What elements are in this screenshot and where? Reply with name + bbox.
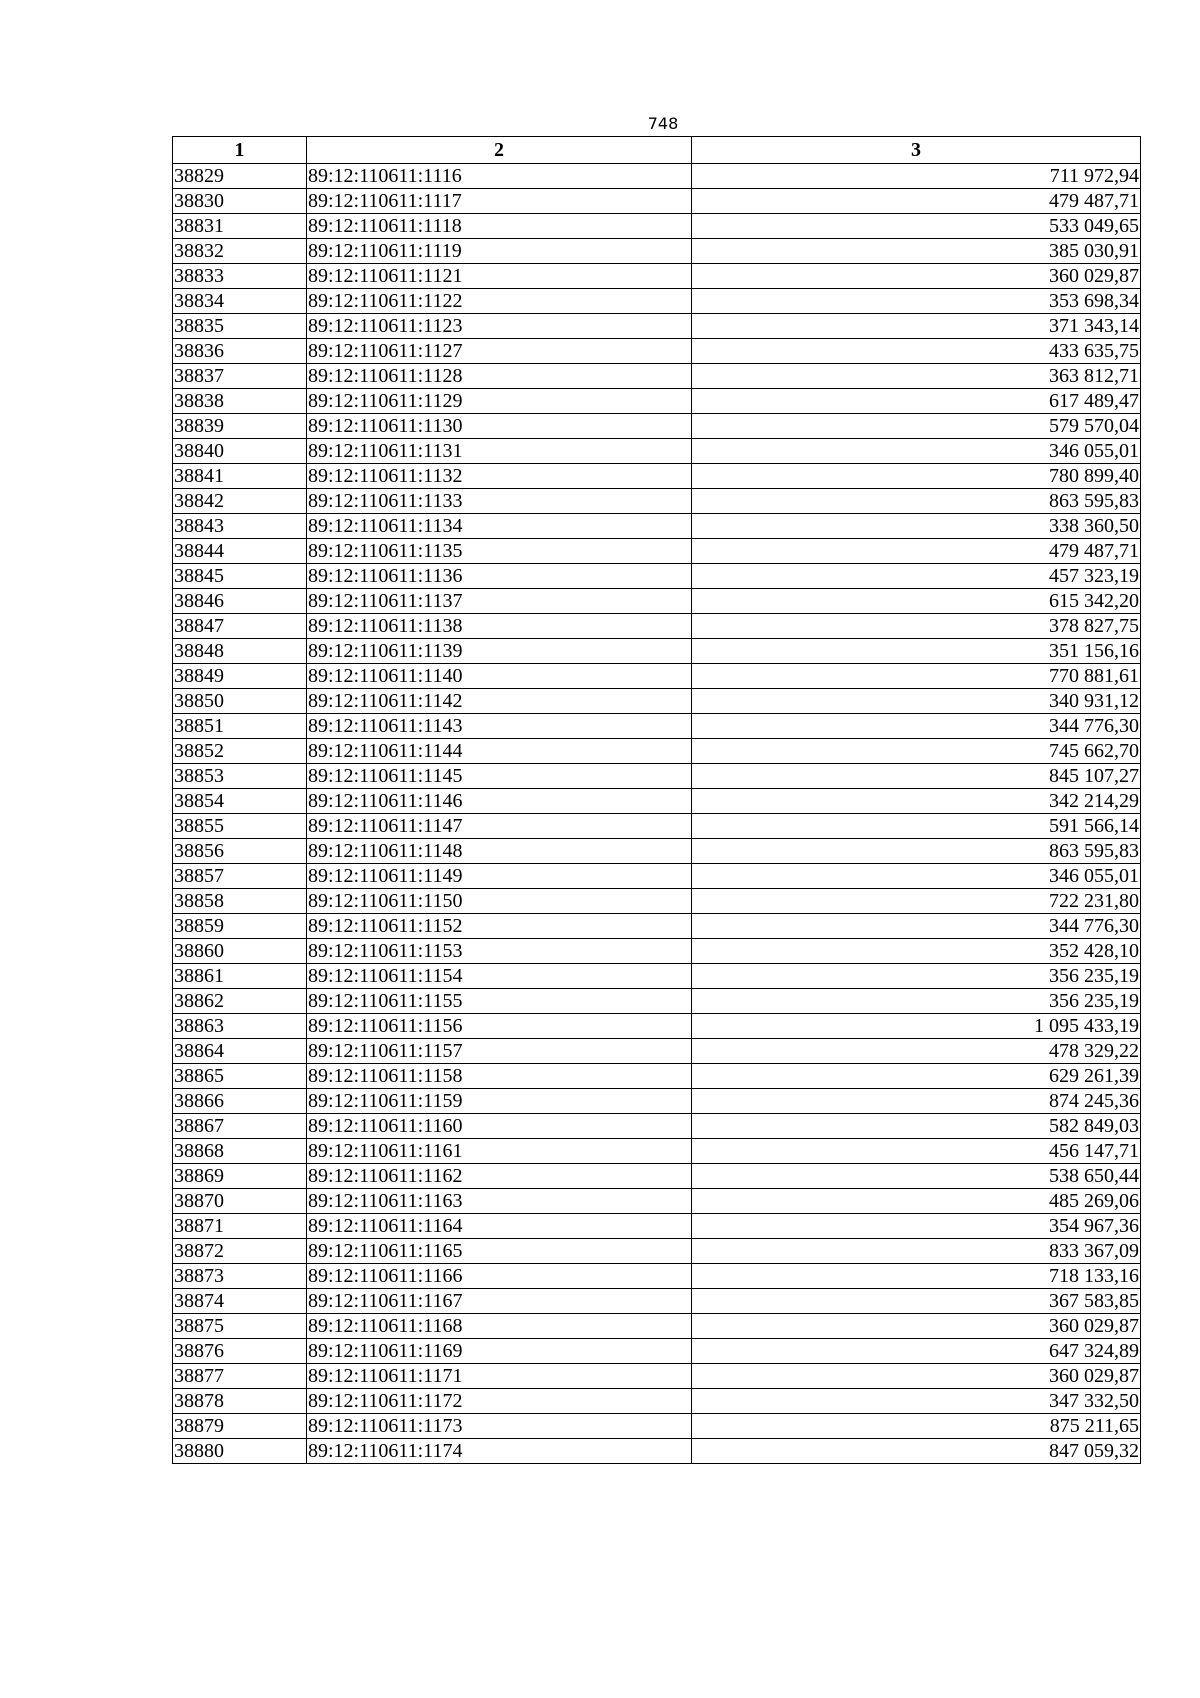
table-row xyxy=(173,964,1141,989)
cadastral-number: 89:12:110611:1158 xyxy=(307,1064,692,1089)
table-row xyxy=(173,789,1141,814)
row-number: 38872 xyxy=(173,1239,307,1264)
table-row xyxy=(173,564,1141,589)
row-number: 38845 xyxy=(173,564,307,589)
row-number: 38858 xyxy=(173,889,307,914)
column-header-2: 2 xyxy=(307,137,692,164)
cadastral-number: 89:12:110611:1123 xyxy=(307,314,692,339)
cadastral-value: 354 967,36 xyxy=(692,1214,1141,1239)
cadastral-number: 89:12:110611:1162 xyxy=(307,1164,692,1189)
table-row xyxy=(173,289,1141,314)
cadastral-number: 89:12:110611:1134 xyxy=(307,514,692,539)
cadastral-number: 89:12:110611:1130 xyxy=(307,414,692,439)
row-number: 38876 xyxy=(173,1339,307,1364)
table-row xyxy=(173,1314,1141,1339)
cadastral-value: 538 650,44 xyxy=(692,1164,1141,1189)
table-row xyxy=(173,1339,1141,1364)
cadastral-number: 89:12:110611:1172 xyxy=(307,1389,692,1414)
cadastral-number: 89:12:110611:1161 xyxy=(307,1139,692,1164)
table-row xyxy=(173,514,1141,539)
row-number: 38880 xyxy=(173,1439,307,1464)
cadastral-number: 89:12:110611:1117 xyxy=(307,189,692,214)
cadastral-number: 89:12:110611:1144 xyxy=(307,739,692,764)
cadastral-value: 833 367,09 xyxy=(692,1239,1141,1264)
cadastral-value: 875 211,65 xyxy=(692,1414,1141,1439)
table-row xyxy=(173,339,1141,364)
cadastral-number: 89:12:110611:1165 xyxy=(307,1239,692,1264)
cadastral-number: 89:12:110611:1154 xyxy=(307,964,692,989)
cadastral-number: 89:12:110611:1160 xyxy=(307,1114,692,1139)
table-row xyxy=(173,689,1141,714)
table-row xyxy=(173,989,1141,1014)
table-row xyxy=(173,1189,1141,1214)
cadastral-number: 89:12:110611:1119 xyxy=(307,239,692,264)
cadastral-value: 342 214,29 xyxy=(692,789,1141,814)
cadastral-value: 615 342,20 xyxy=(692,589,1141,614)
cadastral-number: 89:12:110611:1173 xyxy=(307,1414,692,1439)
cadastral-number: 89:12:110611:1129 xyxy=(307,389,692,414)
cadastral-number: 89:12:110611:1171 xyxy=(307,1364,692,1389)
cadastral-number: 89:12:110611:1122 xyxy=(307,289,692,314)
cadastral-value: 356 235,19 xyxy=(692,964,1141,989)
cadastral-number: 89:12:110611:1136 xyxy=(307,564,692,589)
row-number: 38856 xyxy=(173,839,307,864)
cadastral-value: 485 269,06 xyxy=(692,1189,1141,1214)
row-number: 38855 xyxy=(173,814,307,839)
cadastral-value: 367 583,85 xyxy=(692,1289,1141,1314)
cadastral-value: 353 698,34 xyxy=(692,289,1141,314)
cadastral-number: 89:12:110611:1147 xyxy=(307,814,692,839)
table-row xyxy=(173,739,1141,764)
table-row xyxy=(173,1014,1141,1039)
table-row xyxy=(173,1214,1141,1239)
cadastral-number: 89:12:110611:1128 xyxy=(307,364,692,389)
row-number: 38873 xyxy=(173,1264,307,1289)
cadastral-number: 89:12:110611:1174 xyxy=(307,1439,692,1464)
table-row xyxy=(173,1439,1141,1464)
cadastral-number: 89:12:110611:1133 xyxy=(307,489,692,514)
cadastral-number: 89:12:110611:1164 xyxy=(307,1214,692,1239)
row-number: 38847 xyxy=(173,614,307,639)
table-row xyxy=(173,264,1141,289)
table-row xyxy=(173,864,1141,889)
cadastral-value: 770 881,61 xyxy=(692,664,1141,689)
row-number: 38834 xyxy=(173,289,307,314)
table-row xyxy=(173,189,1141,214)
cadastral-value: 479 487,71 xyxy=(692,539,1141,564)
row-number: 38869 xyxy=(173,1164,307,1189)
cadastral-value: 360 029,87 xyxy=(692,1364,1141,1389)
row-number: 38853 xyxy=(173,764,307,789)
cadastral-number: 89:12:110611:1132 xyxy=(307,464,692,489)
table-row xyxy=(173,414,1141,439)
table-row xyxy=(173,889,1141,914)
table-row xyxy=(173,664,1141,689)
row-number: 38865 xyxy=(173,1064,307,1089)
cadastral-value: 845 107,27 xyxy=(692,764,1141,789)
cadastral-value: 338 360,50 xyxy=(692,514,1141,539)
row-number: 38868 xyxy=(173,1139,307,1164)
table-row xyxy=(173,1164,1141,1189)
row-number: 38838 xyxy=(173,389,307,414)
cadastral-number: 89:12:110611:1150 xyxy=(307,889,692,914)
table-row xyxy=(173,314,1141,339)
table-body xyxy=(173,164,1141,1464)
cadastral-value: 344 776,30 xyxy=(692,714,1141,739)
cadastral-number: 89:12:110611:1142 xyxy=(307,689,692,714)
row-number: 38848 xyxy=(173,639,307,664)
cadastral-number: 89:12:110611:1156 xyxy=(307,1014,692,1039)
row-number: 38831 xyxy=(173,214,307,239)
cadastral-value: 478 329,22 xyxy=(692,1039,1141,1064)
row-number: 38860 xyxy=(173,939,307,964)
table-row xyxy=(173,914,1141,939)
data-table xyxy=(172,136,1141,1464)
table-row xyxy=(173,239,1141,264)
cadastral-value: 371 343,14 xyxy=(692,314,1141,339)
table-row xyxy=(173,1039,1141,1064)
cadastral-value: 385 030,91 xyxy=(692,239,1141,264)
table-row xyxy=(173,1364,1141,1389)
table-row xyxy=(173,489,1141,514)
cadastral-number: 89:12:110611:1116 xyxy=(307,164,692,189)
row-number: 38866 xyxy=(173,1089,307,1114)
cadastral-number: 89:12:110611:1143 xyxy=(307,714,692,739)
row-number: 38839 xyxy=(173,414,307,439)
cadastral-number: 89:12:110611:1121 xyxy=(307,264,692,289)
cadastral-value: 533 049,65 xyxy=(692,214,1141,239)
cadastral-value: 344 776,30 xyxy=(692,914,1141,939)
cadastral-value: 456 147,71 xyxy=(692,1139,1141,1164)
row-number: 38864 xyxy=(173,1039,307,1064)
row-number: 38829 xyxy=(173,164,307,189)
table-row xyxy=(173,1089,1141,1114)
cadastral-number: 89:12:110611:1149 xyxy=(307,864,692,889)
cadastral-number: 89:12:110611:1166 xyxy=(307,1264,692,1289)
column-header-3: 3 xyxy=(692,137,1141,164)
row-number: 38851 xyxy=(173,714,307,739)
row-number: 38849 xyxy=(173,664,307,689)
row-number: 38837 xyxy=(173,364,307,389)
cadastral-value: 863 595,83 xyxy=(692,839,1141,864)
table-row xyxy=(173,1114,1141,1139)
table-row xyxy=(173,839,1141,864)
cadastral-value: 346 055,01 xyxy=(692,439,1141,464)
table-row xyxy=(173,1064,1141,1089)
cadastral-number: 89:12:110611:1140 xyxy=(307,664,692,689)
cadastral-number: 89:12:110611:1139 xyxy=(307,639,692,664)
row-number: 38840 xyxy=(173,439,307,464)
cadastral-value: 617 489,47 xyxy=(692,389,1141,414)
table-row xyxy=(173,439,1141,464)
row-number: 38841 xyxy=(173,464,307,489)
table-row xyxy=(173,1389,1141,1414)
cadastral-value: 745 662,70 xyxy=(692,739,1141,764)
table-row xyxy=(173,464,1141,489)
table-row xyxy=(173,764,1141,789)
table-row xyxy=(173,389,1141,414)
row-number: 38871 xyxy=(173,1214,307,1239)
cadastral-number: 89:12:110611:1168 xyxy=(307,1314,692,1339)
table-row xyxy=(173,814,1141,839)
row-number: 38832 xyxy=(173,239,307,264)
row-number: 38861 xyxy=(173,964,307,989)
row-number: 38844 xyxy=(173,539,307,564)
cadastral-value: 457 323,19 xyxy=(692,564,1141,589)
cadastral-number: 89:12:110611:1118 xyxy=(307,214,692,239)
cadastral-number: 89:12:110611:1155 xyxy=(307,989,692,1014)
cadastral-value: 360 029,87 xyxy=(692,1314,1141,1339)
cadastral-value: 647 324,89 xyxy=(692,1339,1141,1364)
column-header-1: 1 xyxy=(173,137,307,164)
table-row xyxy=(173,614,1141,639)
table-row xyxy=(173,1289,1141,1314)
cadastral-number: 89:12:110611:1138 xyxy=(307,614,692,639)
table-row xyxy=(173,1264,1141,1289)
table-row xyxy=(173,1414,1141,1439)
cadastral-value: 579 570,04 xyxy=(692,414,1141,439)
cadastral-number: 89:12:110611:1135 xyxy=(307,539,692,564)
row-number: 38875 xyxy=(173,1314,307,1339)
row-number: 38850 xyxy=(173,689,307,714)
cadastral-value: 356 235,19 xyxy=(692,989,1141,1014)
row-number: 38852 xyxy=(173,739,307,764)
row-number: 38859 xyxy=(173,914,307,939)
table-row xyxy=(173,164,1141,189)
cadastral-number: 89:12:110611:1159 xyxy=(307,1089,692,1114)
cadastral-value: 863 595,83 xyxy=(692,489,1141,514)
page-number: 748 xyxy=(647,114,679,133)
row-number: 38854 xyxy=(173,789,307,814)
row-number: 38874 xyxy=(173,1289,307,1314)
cadastral-number: 89:12:110611:1137 xyxy=(307,589,692,614)
table-header-row xyxy=(173,137,1141,164)
cadastral-value: 718 133,16 xyxy=(692,1264,1141,1289)
cadastral-number: 89:12:110611:1167 xyxy=(307,1289,692,1314)
cadastral-number: 89:12:110611:1148 xyxy=(307,839,692,864)
row-number: 38833 xyxy=(173,264,307,289)
table-row xyxy=(173,214,1141,239)
table-row xyxy=(173,364,1141,389)
row-number: 38842 xyxy=(173,489,307,514)
cadastral-number: 89:12:110611:1127 xyxy=(307,339,692,364)
row-number: 38878 xyxy=(173,1389,307,1414)
cadastral-number: 89:12:110611:1153 xyxy=(307,939,692,964)
row-number: 38863 xyxy=(173,1014,307,1039)
cadastral-value: 347 332,50 xyxy=(692,1389,1141,1414)
cadastral-value: 711 972,94 xyxy=(692,164,1141,189)
cadastral-value: 378 827,75 xyxy=(692,614,1141,639)
cadastral-value: 346 055,01 xyxy=(692,864,1141,889)
cadastral-number: 89:12:110611:1152 xyxy=(307,914,692,939)
cadastral-value: 591 566,14 xyxy=(692,814,1141,839)
cadastral-value: 340 931,12 xyxy=(692,689,1141,714)
row-number: 38835 xyxy=(173,314,307,339)
cadastral-number: 89:12:110611:1146 xyxy=(307,789,692,814)
row-number: 38870 xyxy=(173,1189,307,1214)
table-row xyxy=(173,714,1141,739)
cadastral-value: 351 156,16 xyxy=(692,639,1141,664)
cadastral-value: 360 029,87 xyxy=(692,264,1141,289)
cadastral-value: 479 487,71 xyxy=(692,189,1141,214)
cadastral-value: 433 635,75 xyxy=(692,339,1141,364)
row-number: 38867 xyxy=(173,1114,307,1139)
cadastral-value: 780 899,40 xyxy=(692,464,1141,489)
cadastral-value: 874 245,36 xyxy=(692,1089,1141,1114)
row-number: 38843 xyxy=(173,514,307,539)
row-number: 38836 xyxy=(173,339,307,364)
cadastral-value: 363 812,71 xyxy=(692,364,1141,389)
table-row xyxy=(173,1239,1141,1264)
row-number: 38830 xyxy=(173,189,307,214)
row-number: 38846 xyxy=(173,589,307,614)
table-row xyxy=(173,539,1141,564)
cadastral-number: 89:12:110611:1157 xyxy=(307,1039,692,1064)
row-number: 38862 xyxy=(173,989,307,1014)
cadastral-number: 89:12:110611:1163 xyxy=(307,1189,692,1214)
row-number: 38877 xyxy=(173,1364,307,1389)
cadastral-number: 89:12:110611:1145 xyxy=(307,764,692,789)
row-number: 38879 xyxy=(173,1414,307,1439)
cadastral-value: 629 261,39 xyxy=(692,1064,1141,1089)
cadastral-value: 847 059,32 xyxy=(692,1439,1141,1464)
cadastral-value: 582 849,03 xyxy=(692,1114,1141,1139)
table-row xyxy=(173,939,1141,964)
cadastral-value: 722 231,80 xyxy=(692,889,1141,914)
cadastral-number: 89:12:110611:1131 xyxy=(307,439,692,464)
cadastral-value: 352 428,10 xyxy=(692,939,1141,964)
cadastral-value: 1 095 433,19 xyxy=(692,1014,1141,1039)
table-row xyxy=(173,1139,1141,1164)
table-row xyxy=(173,639,1141,664)
cadastral-number: 89:12:110611:1169 xyxy=(307,1339,692,1364)
table-row xyxy=(173,589,1141,614)
row-number: 38857 xyxy=(173,864,307,889)
